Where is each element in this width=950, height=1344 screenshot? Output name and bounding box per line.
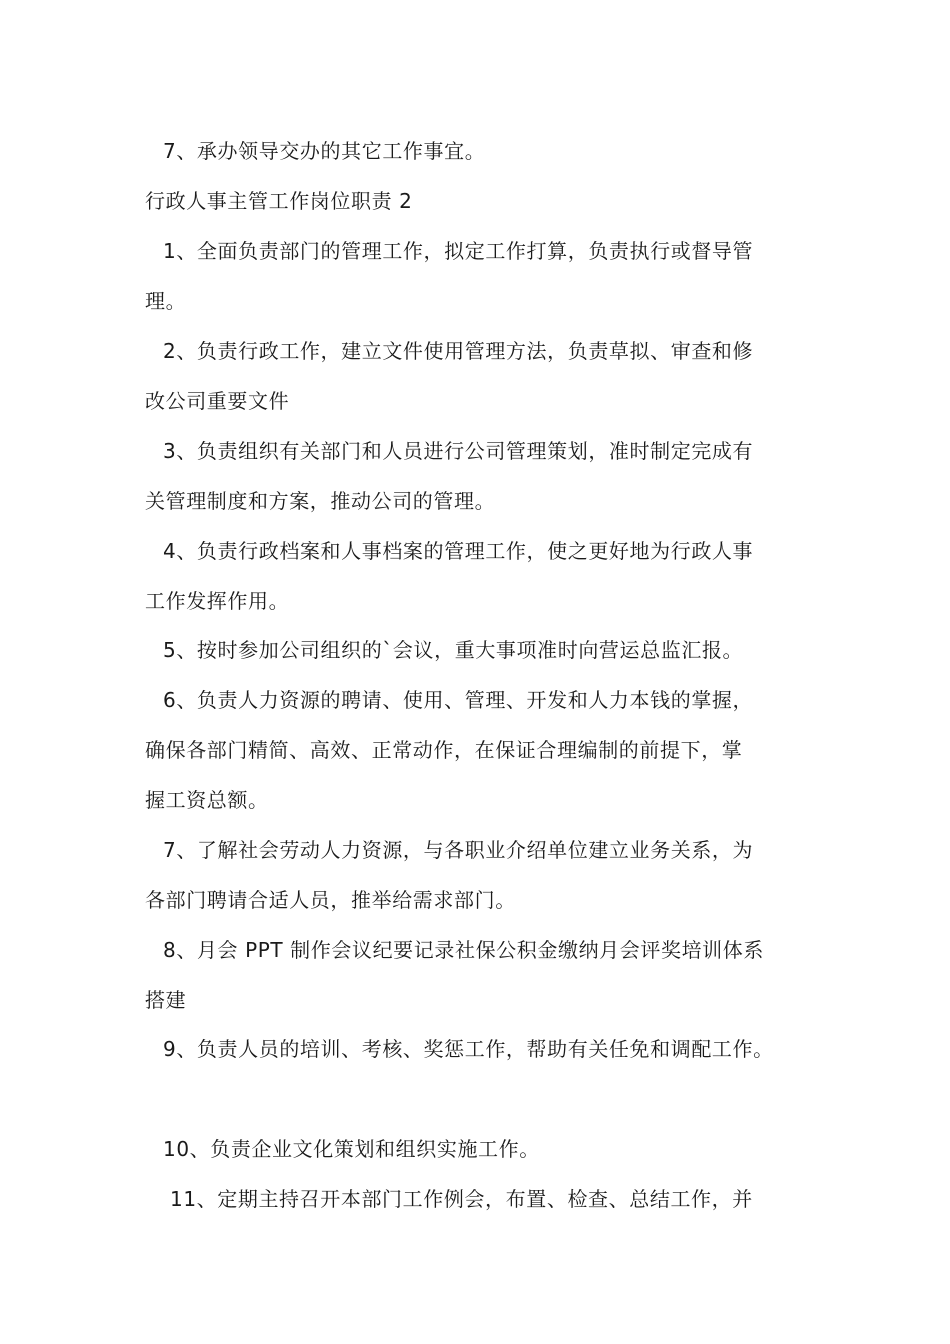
paragraph-line: 确保各部门精简、高效、正常动作，在保证合理编制的前提下，掌 <box>145 738 743 762</box>
paragraph-line: 9、负责人员的培训、考核、奖惩工作，帮助有关任免和调配工作。 <box>163 1037 774 1061</box>
paragraph-line: 4、负责行政档案和人事档案的管理工作，使之更好地为行政人事 <box>163 539 754 563</box>
paragraph-line: 改公司重要文件 <box>145 389 290 413</box>
paragraph-line: 握工资总额。 <box>145 788 269 812</box>
paragraph-line: 2、负责行政工作，建立文件使用管理方法，负责草拟、审查和修 <box>163 339 754 363</box>
section-heading: 行政人事主管工作岗位职责 2 <box>145 189 413 213</box>
paragraph-line: 7、承办领导交办的其它工作事宜。 <box>163 139 486 163</box>
paragraph-line: 各部门聘请合适人员，推举给需求部门。 <box>145 888 516 912</box>
paragraph-line: 7、了解社会劳动人力资源，与各职业介绍单位建立业务关系，为 <box>163 838 754 862</box>
paragraph-line: 6、负责人力资源的聘请、使用、管理、开发和人力本钱的掌握， <box>163 688 754 712</box>
paragraph-line: 3、负责组织有关部门和人员进行公司管理策划，准时制定完成有 <box>163 439 754 463</box>
paragraph-line: 工作发挥作用。 <box>145 589 290 613</box>
paragraph-line: 5、按时参加公司组织的`会议，重大事项准时向营运总监汇报。 <box>163 638 744 662</box>
paragraph-line: 11、定期主持召开本部门工作例会，布置、检查、总结工作，并 <box>170 1187 753 1211</box>
paragraph-line: 关管理制度和方案，推动公司的管理。 <box>145 489 496 513</box>
paragraph-line: 理。 <box>145 289 187 313</box>
paragraph-line: 1、全面负责部门的管理工作，拟定工作打算，负责执行或督导管 <box>163 239 754 263</box>
paragraph-line: 8、月会 PPT 制作会议纪要记录社保公积金缴纳月会评奖培训体系 <box>163 938 764 962</box>
paragraph-line: 搭建 <box>145 988 187 1012</box>
paragraph-line: 10、负责企业文化策划和组织实施工作。 <box>163 1137 540 1161</box>
